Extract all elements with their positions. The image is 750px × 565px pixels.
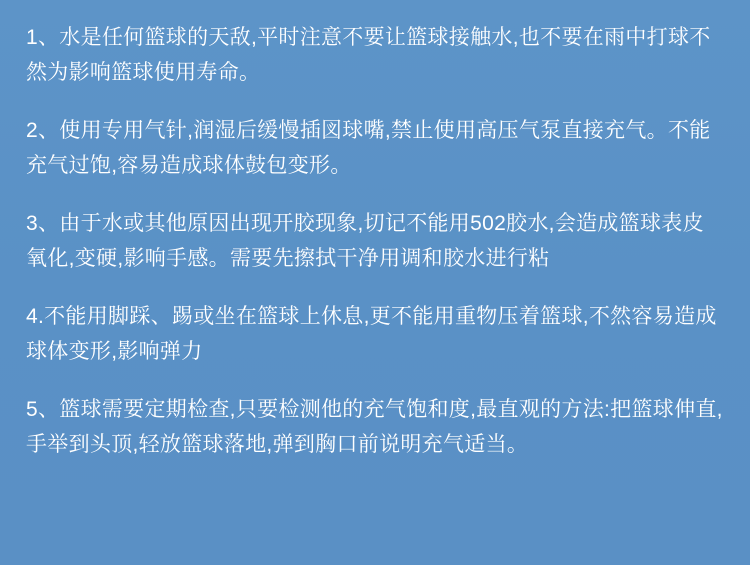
instruction-paragraph-1: 1、水是任何篮球的天敌,平时注意不要让篮球接触水,也不要在雨中打球不然为影响篮球使用寿命。 <box>26 26 711 84</box>
instruction-paragraph-4: 4.不能用脚踩、踢或坐在篮球上休息,更不能用重物压着篮球,不然容易造成球体变形,影响弹力 <box>26 305 717 363</box>
instruction-paragraph-3: 3、由于水或其他原因出现开胶现象,切记不能用502胶水,会造成篮球表皮氧化,变硬,影响手感。需要先擦拭干净用调和胶水进行粘 <box>26 212 704 270</box>
instruction-paragraph-5: 5、篮球需要定期检查,只要检测他的充气饱和度,最直观的方法:把篮球伸直,手举到头顶,轻放篮球落地,弹到胸口前说明充气适当。 <box>26 398 723 456</box>
instruction-paragraph-2: 2、使用专用气针,润湿后缓慢插図球嘴,禁止使用高压气泵直接充气。不能充气过饱,容易造成球体鼓包变形。 <box>26 119 711 177</box>
